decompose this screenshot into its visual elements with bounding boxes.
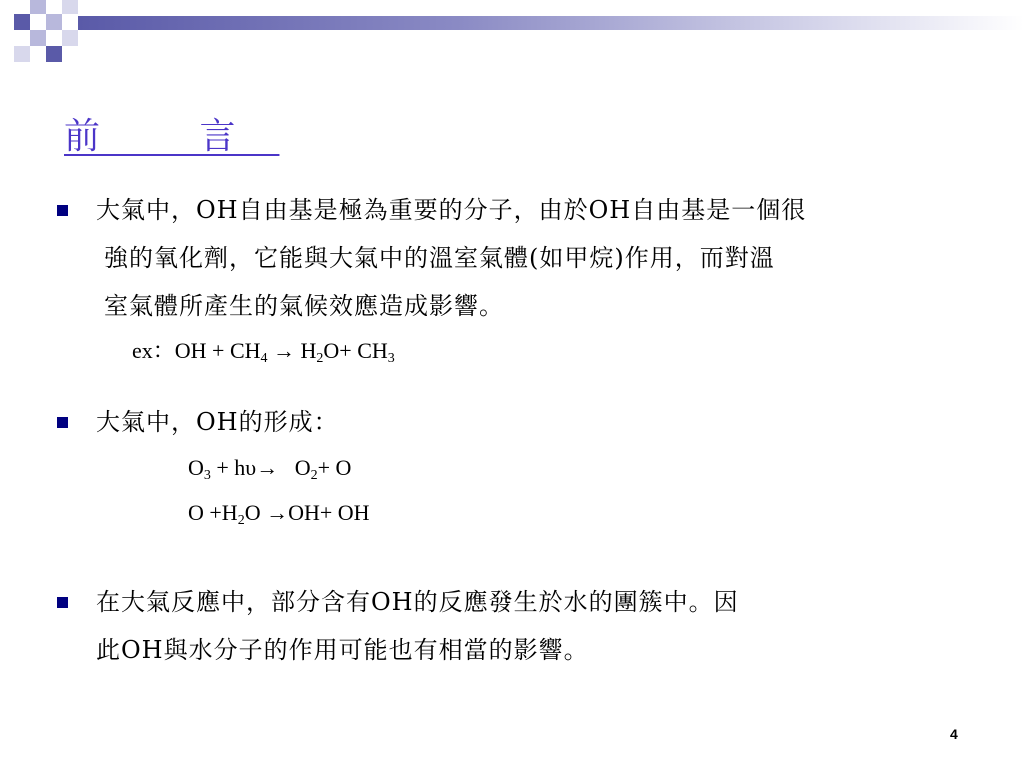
equation-ex: ex：OH + $CH_4 \to H_2O+ CH_3$: [132, 338, 395, 366]
deco-square: [30, 0, 46, 14]
header-gradient-bar: [78, 16, 1024, 30]
bullet-3-line-1: 在大氣反應中，部分含有OH的反應發生於水的團簇中。因: [96, 588, 739, 616]
equation-oh-formation: $O +H_2O \to OH+$ OH: [188, 500, 370, 528]
bullet-2-line-1: 大氣中，OH的形成：: [96, 408, 339, 436]
page-number: 4: [950, 726, 958, 742]
slide-title: 前 言: [64, 116, 280, 157]
bullet-1-line-1: 大氣中，OH自由基是極為重要的分子，由於OH自由基是一個很: [96, 196, 807, 224]
deco-square: [62, 30, 78, 46]
deco-square: [14, 14, 30, 30]
deco-square: [14, 46, 30, 62]
deco-square: [46, 14, 62, 30]
deco-square: [46, 46, 62, 62]
equation-ozone-photolysis: $O_3 + h\upsilon\to O_2+ O$: [188, 455, 352, 483]
bullet-square-icon: [57, 417, 68, 428]
bullet-1-line-3: 室氣體所產生的氣候效應造成影響。: [104, 292, 504, 320]
bullet-3-line-2: 此OH與水分子的作用可能也有相當的影響。: [96, 636, 589, 664]
deco-square: [30, 30, 46, 46]
bullet-square-icon: [57, 205, 68, 216]
deco-square: [62, 0, 78, 14]
bullet-square-icon: [57, 597, 68, 608]
bullet-1-line-2: 強的氧化劑，它能與大氣中的溫室氣體(如甲烷)作用，而對溫: [104, 244, 775, 272]
